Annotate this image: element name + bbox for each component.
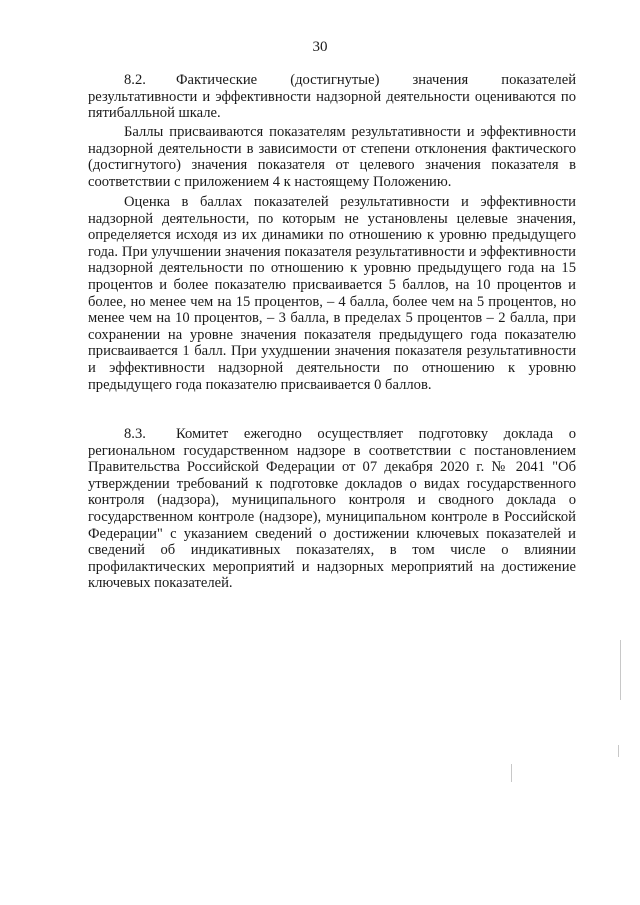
paragraph-8-2 [88,72,576,122]
scan-margin-mark [618,745,619,757]
paragraph-8-2-text: Фактические (достигнутые) значения показателей результативности и эффективности надзорной деятельности оцениваются по пятибалльной шкале. [88,72,576,122]
section-number-8-3: 8.3. [124,426,146,442]
paragraph-scoring-text: Баллы присваиваются показателям результативности и эффективности надзорной деятельности в зависимости от степени отклонения фактического (достигнутого) значения показателя от целевого значения показателя в соответствии с приложением 4 к настоящему Положению. [88,124,576,190]
paragraph-8-3 [88,426,576,592]
paragraph-dynamics-text: Оценка в баллах показателей результативности и эффективности надзорной деятельности, по которым не установлены целевые значения, определяется исходя из их динамики по отношению к уровню предыдущего года. При улучшении значения показателя результативности и эффективности надзорной деятельности по отношению к уровню предыдущего года на 15 процентов и более показателю присваивается 5 баллов, на 10 процентов и более, но менее чем на 15 процентов, – 4 балла, более чем на 5 процентов, но менее чем на 10 процентов, – 3 балла, в пределах 5 процентов – 2 балла, при сохранении на уровне значения показателя предыдущего года показателю присваивается 1 балл. При ухудшении значения показателя результативности и эффективности надзорной деятельности по отношению к уровню предыдущего года показателю присваивается 0 баллов. [88,194,576,393]
scan-margin-mark [620,640,621,700]
paragraph-scoring [88,124,576,190]
paragraph-dynamics [88,194,576,393]
page-number: 30 [312,39,328,55]
scan-margin-mark [511,764,512,782]
paragraph-8-3-text: Комитет ежегодно осуществляет подготовку доклада о региональном государственном надзоре в соответствии с постановлением Правительства Российской Федерации от 07 декабря 2020 г. № 2041 "Об утверждении требований к подготовке докладов о видах государственного контроля (надзора), муниципального контроля и сводного доклада о государственном контроле (надзоре), муниципальном контроле в Российской Федерации" с указанием сведений о достижении ключевых показателей и сведений об индикативных показателях, в том числе о влиянии профилактических мероприятий и надзорных мероприятий на достижение ключевых показателей. [88,426,576,592]
section-number-8-2: 8.2. [124,72,146,88]
